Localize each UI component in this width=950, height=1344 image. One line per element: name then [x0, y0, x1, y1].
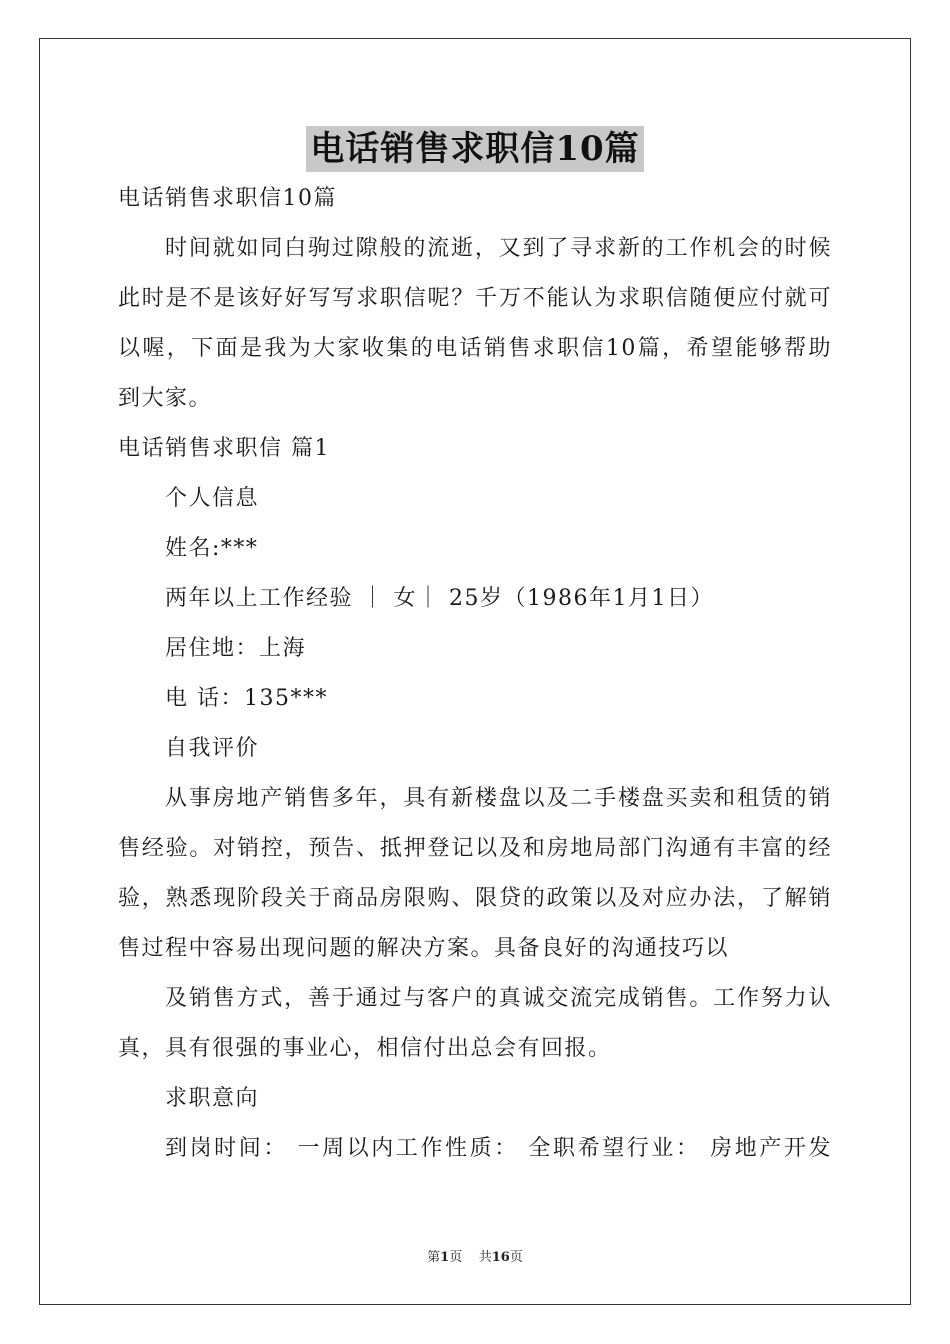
job-intent-line: 到岗时间： 一周以内工作性质： 全职希望行业： 房地产开发: [165, 1136, 832, 1161]
sales-line-1: 及销售方式，善于通过与客户的真诚交流完成销售。工作努力认: [165, 986, 832, 1011]
self-evaluation-line-1: 从事房地产销售多年，具有新楼盘以及二手楼盘买卖和租赁的销: [165, 786, 832, 811]
sales-line-2: 真，具有很强的事业心，相信付出总会有回报。: [118, 1036, 612, 1061]
page-border: [39, 38, 911, 1305]
footer-page-mid: 页 共: [449, 1250, 492, 1265]
footer-current-page: 1: [440, 1250, 450, 1265]
self-evaluation-line-2: 售经验。对销控，预告、抵押登记以及和房地局部门沟通有丰富的经: [118, 836, 832, 861]
document-title: 电话销售求职信10篇: [306, 126, 643, 172]
document-subtitle: 电话销售求职信10篇: [118, 186, 337, 211]
footer-page-prefix: 第: [427, 1250, 441, 1265]
intro-line-4: 到大家。: [118, 386, 213, 411]
self-evaluation-heading: 自我评价: [165, 736, 260, 761]
title-container: [0, 126, 950, 172]
self-evaluation-line-4: 售过程中容易出现问题的解决方案。具备良好的沟通技巧以: [118, 936, 730, 961]
intro-line-3: 以喔，下面是我为大家收集的电话销售求职信10篇，希望能够帮助: [118, 336, 832, 361]
job-intent-heading: 求职意向: [165, 1086, 260, 1111]
name-line: 姓名:***: [165, 536, 259, 561]
page-footer: [0, 1249, 950, 1267]
residence-line: 居住地：上海: [165, 636, 307, 661]
section-heading: 电话销售求职信 篇1: [118, 436, 330, 461]
experience-line: 两年以上工作经验 ｜ 女｜ 25岁（1986年1月1日）: [165, 586, 714, 611]
footer-page-suffix: 页: [509, 1250, 523, 1265]
intro-line-2: 此时是不是该好好写写求职信呢？千万不能认为求职信随便应付就可: [118, 286, 832, 311]
phone-line: 电 话：135***: [165, 686, 328, 711]
intro-line-1: 时间就如同白驹过隙般的流逝，又到了寻求新的工作机会的时候: [165, 236, 832, 261]
personal-info-heading: 个人信息: [165, 486, 260, 511]
footer-total-pages: 16: [491, 1250, 510, 1265]
self-evaluation-line-3: 验，熟悉现阶段关于商品房限购、限贷的政策以及对应办法，了解销: [118, 886, 832, 911]
